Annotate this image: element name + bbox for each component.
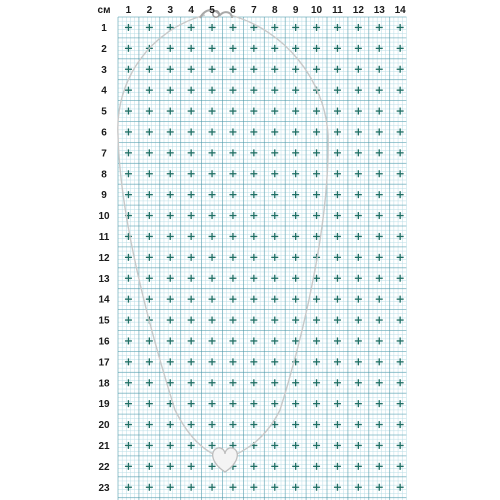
- ruler-label-y: 6: [101, 127, 107, 139]
- ruler-label-y: 17: [98, 357, 110, 369]
- ruler-label-y: 5: [101, 106, 107, 118]
- ruler-label-y: 14: [98, 294, 110, 306]
- ruler-label-x: 13: [373, 5, 385, 16]
- ruler-label-y: 13: [98, 273, 110, 285]
- ruler-label-y: 11: [98, 231, 110, 243]
- ruler-label-x: 3: [167, 5, 174, 16]
- ruler-label-y: 12: [98, 252, 110, 264]
- ruler-label-x: 2: [146, 5, 153, 16]
- ruler-label-x: 5: [209, 5, 215, 16]
- ruler-label-y: 22: [98, 461, 110, 473]
- ruler-label-y: 23: [98, 482, 110, 494]
- ruler-label-y: 19: [98, 399, 110, 411]
- ruler-label-x: 10: [310, 5, 323, 16]
- unit-label: см: [97, 5, 111, 16]
- ruler-label-x: 14: [394, 5, 406, 16]
- ruler-label-x: 11: [332, 5, 343, 16]
- ruler-label-y: 8: [101, 169, 107, 181]
- ruler-label-y: 20: [98, 420, 110, 432]
- ruler-label-x: 12: [352, 5, 364, 16]
- ruler-label-x: 4: [188, 5, 194, 16]
- ruler-label-y: 9: [101, 190, 107, 202]
- ruler-label-x: 8: [271, 5, 278, 16]
- ruler-label-y: 4: [101, 85, 107, 97]
- ruler-label-y: 7: [101, 148, 107, 160]
- ruler-label-y: 10: [98, 211, 110, 223]
- ruler-label-x: 1: [125, 5, 132, 16]
- ruler-label-y: 3: [101, 64, 107, 76]
- ruler-label-x: 9: [292, 5, 299, 16]
- ruler-label-y: 15: [98, 315, 110, 327]
- ruler-label-y: 18: [98, 378, 110, 390]
- ruler-label-y: 1: [101, 22, 107, 34]
- ruler-label-y: 2: [101, 43, 107, 55]
- ruler-label-x: 6: [230, 5, 236, 16]
- ruler-label-x: 7: [251, 5, 257, 16]
- ruler-label-y: 21: [98, 440, 110, 452]
- ruler-label-y: 16: [98, 336, 110, 348]
